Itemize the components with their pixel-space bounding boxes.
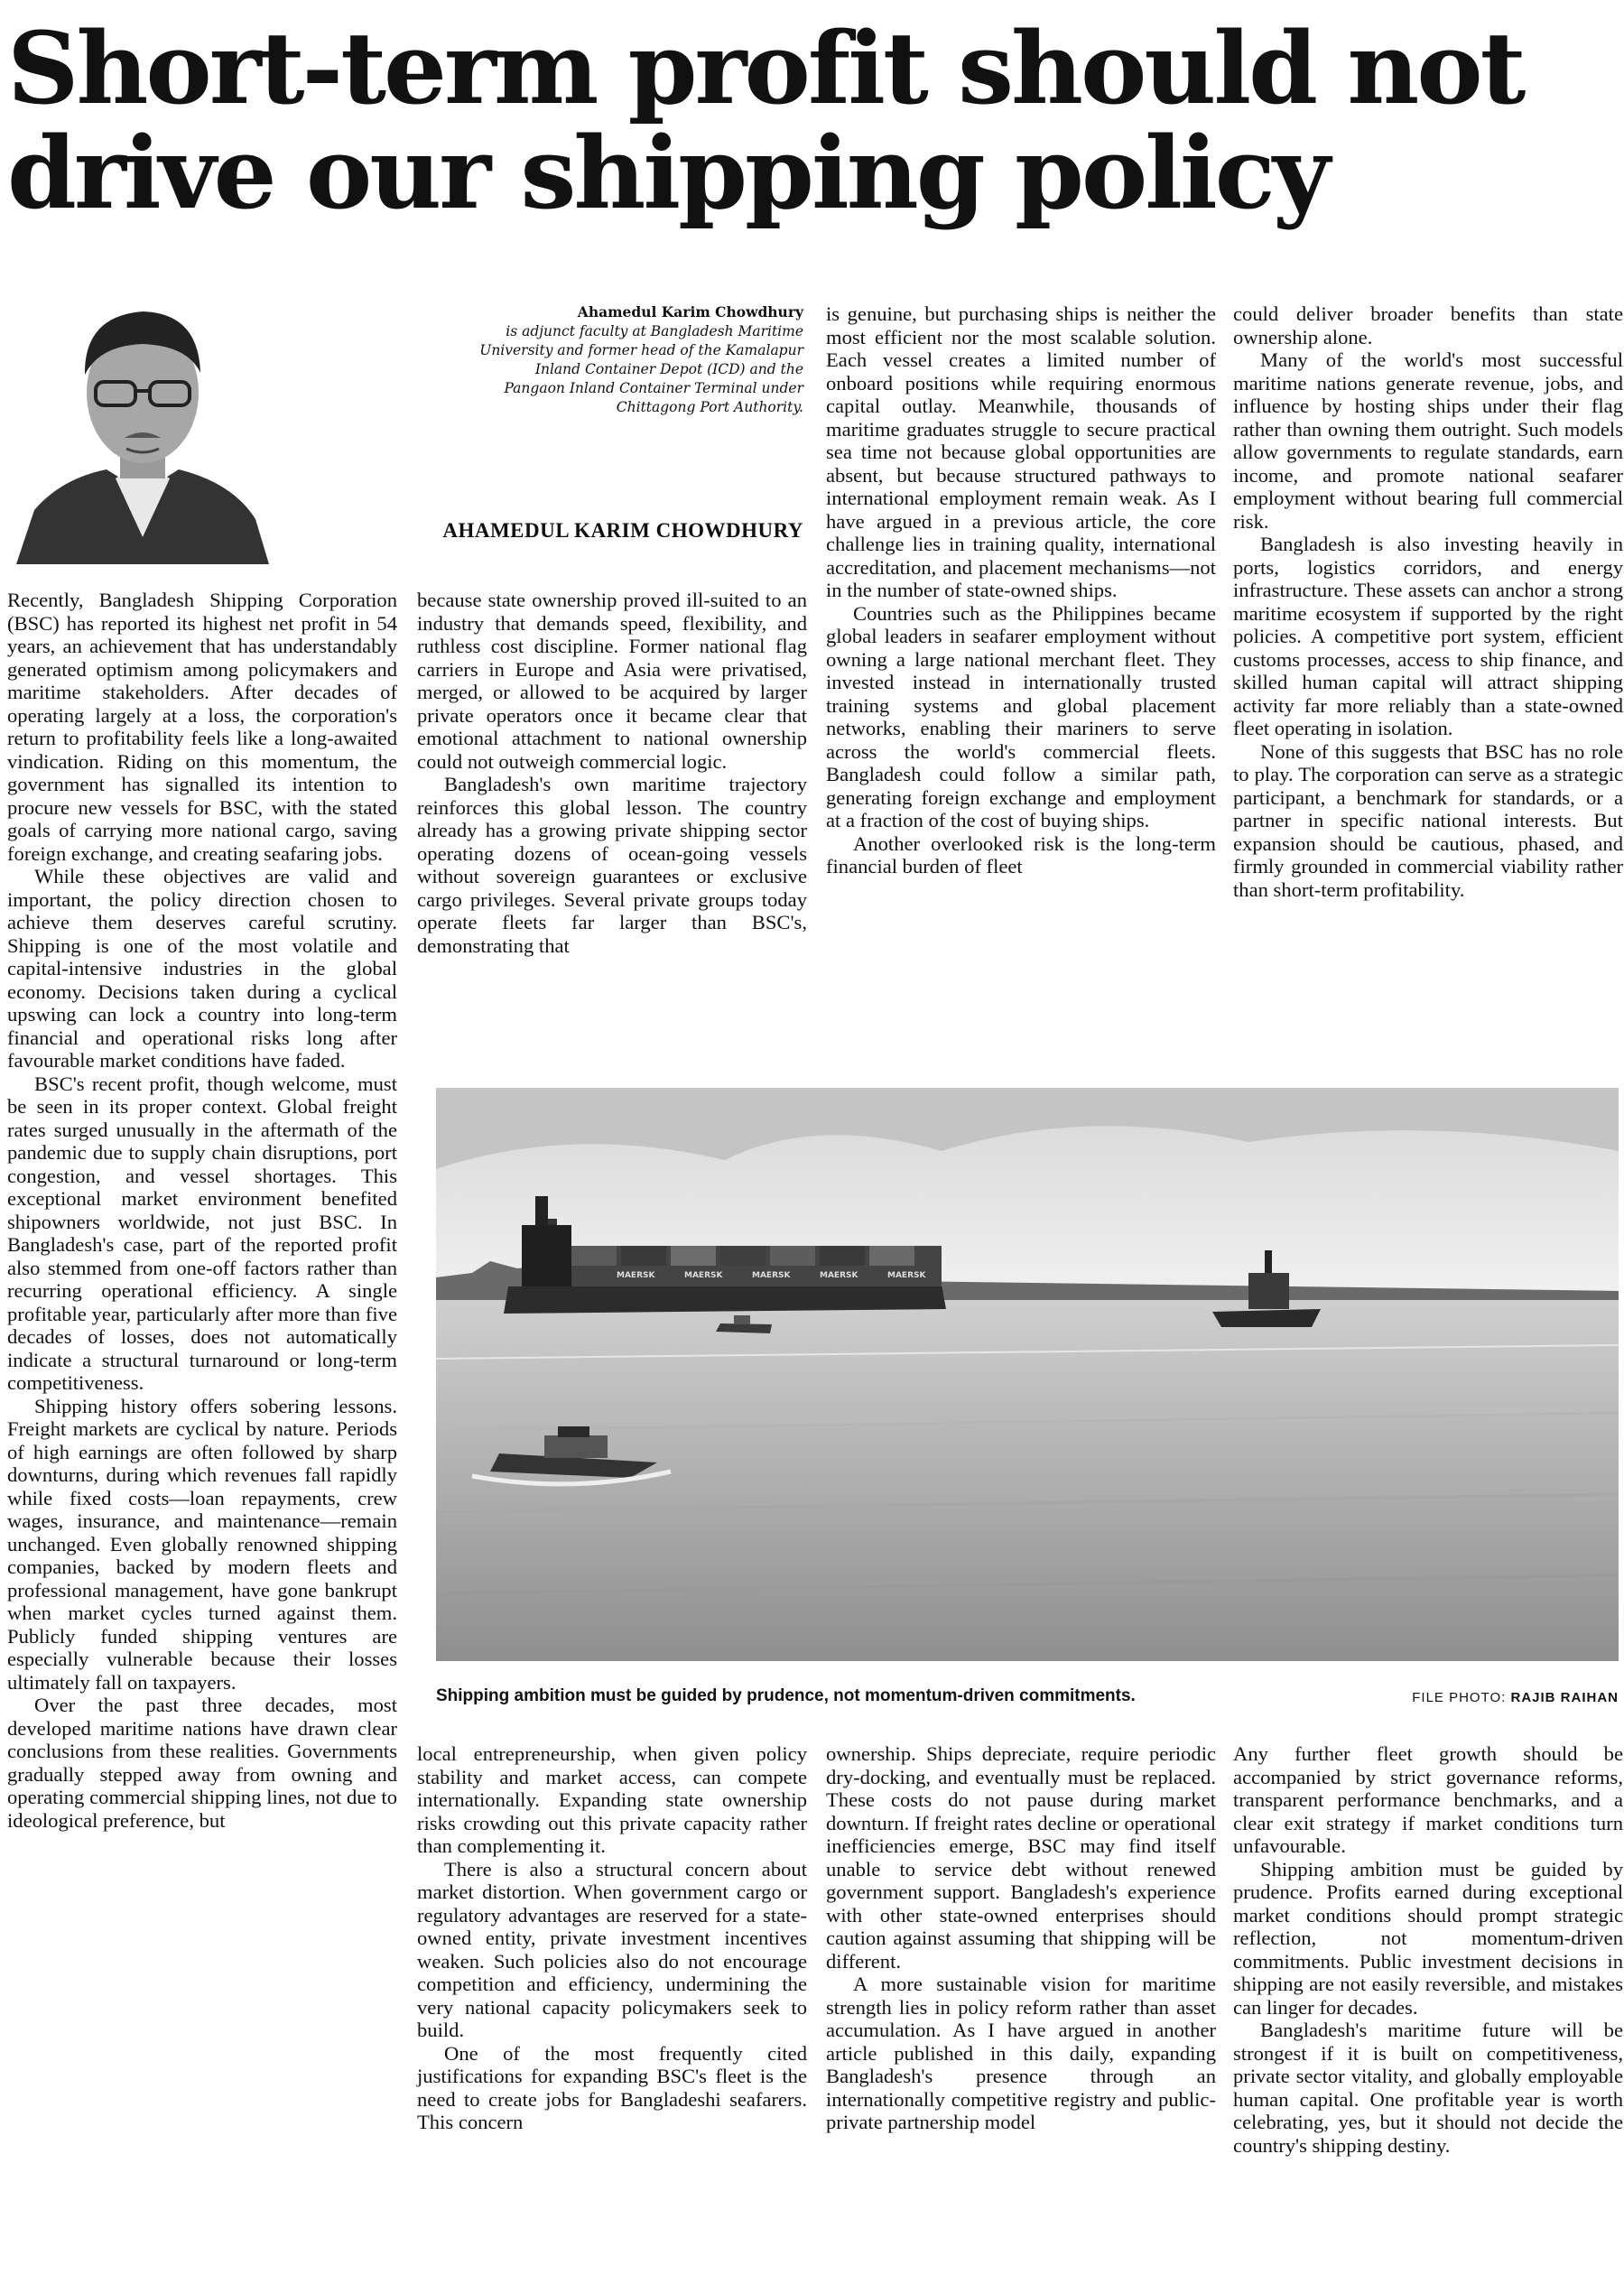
byline: AHAMEDUL KARIM CHOWDHURY <box>442 519 803 542</box>
article-column-4-bottom <box>1233 1742 1623 2157</box>
author-name: Ahamedul Karim Chowdhury <box>577 303 803 320</box>
photo-credit <box>1412 1690 1619 1705</box>
article-column-2-top <box>417 589 807 957</box>
paragraph: local entrepreneurship, when given policy stability and market access, can compete internationally. Expanding state ownership risks crowding out this private capacity rather than complementing it. <box>417 1742 807 1857</box>
paragraph: Another overlooked risk is the long-term financial burden of fleet <box>826 831 1216 878</box>
author-portrait <box>7 275 278 564</box>
author-bio-line: University and former head of the Kamalapur <box>479 342 803 358</box>
headline-line-2: drive our shipping policy <box>7 115 1328 231</box>
paragraph: Recently, Bangladesh Shipping Corporation (BSC) has reported its highest net profit in 54 years, an achievement that has understandably generated optimism among policymakers and maritime stakeholders. After decades of operating largely at a loss, the corporation's return to profitability feels like a long-awaited vindication. Riding on this momentum, the government has signalled its intention to procure new vessels for BSC, with the stated goals of carrying more national cargo, saving foreign exchange, and creating seafaring jobs. <box>7 589 397 865</box>
paragraph: is genuine, but purchasing ships is neither the most efficient nor the most scalable solution. Each vessel creates a limited number of onboard positions while requiring enormous capital outlay. Meanwhile, thousands of maritime graduates struggle to secure practical sea time not because global opportunities are absent, but because structured pathways to international employment remain weak. As I have argued in a previous article, the core challenge lies in training quality, international accreditation, and placement mechanisms—not in the number of state-owned ships. <box>826 302 1216 601</box>
caption-text: Shipping ambition must be guided by prudence, not momentum-driven commitments. <box>436 1686 1136 1705</box>
paragraph: Any further fleet growth should be accompanied by strict governance reforms, transparent performance benchmarks, and a clear exit strategy if market conditions turn unfavourable. <box>1233 1742 1623 1857</box>
ship-marking: MAERSK <box>887 1271 926 1280</box>
paragraph: because state ownership proved ill-suited to an industry that demands speed, flexibility, and ruthless cost discipline. Former national flag carriers in Europe and Asia were privatised, merged, or allowed to be acquired by larger private operators once it became clear that emotional attachment to national ownership could not outweigh commercial logic. <box>417 589 807 773</box>
paragraph: While these objectives are valid and important, the policy direction chosen to achieve them deserves careful scrutiny. Shipping is one of the most volatile and capital-intensive industries in the global economy. Decisions taken during a cyclical upswing can lock a country into long-term financial and operational risks long after favourable market conditions have faded. <box>7 865 397 1072</box>
article-column-3-top <box>826 302 1216 878</box>
paragraph: Countries such as the Philippines became global leaders in seafarer employment without owning a large national merchant fleet. They invested instead in internationally trusted training systems and global placement networks, enabling their mariners to serve across the world's commercial fleets. Bangladesh could follow a similar path, generating foreign exchange and employment at a fraction of the cost of buying ships. <box>826 601 1216 831</box>
paragraph: Bangladesh is also investing heavily in ports, logistics corridors, and energy infrastructure. These assets can anchor a strong maritime ecosystem if supported by the right policies. A competitive port system, efficient customs processes, access to ship finance, and skilled human capital will attract shipping activity far more reliably than a state-owned fleet operating in isolation. <box>1233 533 1623 739</box>
credit-name: RAJIB RAIHAN <box>1510 1690 1619 1705</box>
paragraph: None of this suggests that BSC has no role to play. The corporation can serve as a strategic participant, a benchmark for standards, or a partner in specific national interests. But expansion should be cautious, phased, and firmly grounded in commercial viability rather than short-term profitability. <box>1233 739 1623 901</box>
article-column-4-top <box>1233 302 1623 901</box>
paragraph: One of the most frequently cited justifications for expanding BSC's fleet is the need to create jobs for Bangladeshi seafarers. This concern <box>417 2041 807 2133</box>
paragraph: could deliver broader benefits than state ownership alone. <box>1233 302 1623 348</box>
paragraph: There is also a structural concern about market distortion. When government cargo or regulatory advantages are reserved for a state-owned entity, private investment incentives weaken. Such policies also do not encourage competition and efficiency, undermining the very national capacity policymakers seek to build. <box>417 1857 807 2041</box>
article-column-3-bottom <box>826 1742 1216 2134</box>
article-photo <box>436 1088 1619 1661</box>
author-bio-line: Pangaon Inland Container Terminal under <box>504 380 803 396</box>
paragraph: Bangladesh's own maritime trajectory reinforces this global lesson. The country already has a growing private shipping sector operating dozens of ocean-going vessels without sovereign guarantees or exclusive cargo privileges. Several private groups today operate fleets far larger than BSC's, demonstrating that <box>417 773 807 957</box>
author-bio-line: is adjunct faculty at Bangladesh Maritime <box>506 323 803 339</box>
ship-marking: MAERSK <box>820 1271 858 1280</box>
photo-caption <box>436 1686 1619 1706</box>
article-column-2-bottom <box>417 1742 807 2134</box>
paragraph: A more sustainable vision for maritime strength lies in policy reform rather than asset accumulation. As I have argued in another article published in this daily, expanding Bangladesh's presence through an internationally competitive registry and public-private partnership model <box>826 1973 1216 2133</box>
credit-label: FILE PHOTO: <box>1412 1690 1507 1705</box>
paragraph: Shipping ambition must be guided by prudence. Profits earned during exceptional market conditions should prompt strategic reflection, not momentum-driven commitments. Public investment decisions in shipping are not easily reversible, and mistakes can linger for decades. <box>1233 1857 1623 2019</box>
paragraph: Bangladesh's maritime future will be strongest if it is built on competitiveness, private sector vitality, and globally employable human capital. One profitable year is worth celebrating, yes, but it should not decide the country's shipping destiny. <box>1233 2019 1623 2157</box>
paragraph: BSC's recent profit, though welcome, must be seen in its proper context. Global freight rates surged unusually in the aftermath of the pandemic due to supply chain disruptions, port congestion, and vessel shortages. This exceptional market environment benefited shipowners worldwide, not just BSC. In Bangladesh's case, part of the reported profit also stemmed from one-off factors rather than recurring operational efficiency. A single profitable year, particularly after more than five decades of losses, does not automatically indicate a structural turnaround or long-term competitiveness. <box>7 1072 397 1394</box>
paragraph: Over the past three decades, most developed maritime nations have drawn clear conclusions from these realities. Governments gradually stepped away from owning and operating commercial shipping lines, not due to ideological preference, but <box>7 1694 397 1832</box>
author-bio-line: Chittagong Port Authority. <box>616 399 803 415</box>
paragraph: ownership. Ships depreciate, require periodic dry-docking, and eventually must be replaced. These costs do not pause during market downturn. If freight rates decline or operational inefficiencies emerge, BSC may find itself unable to service debt without renewed government support. Bangladesh's experience with other state-owned enterprises should caution against assuming that shipping will be different. <box>826 1742 1216 1973</box>
ship-marking: MAERSK <box>684 1271 723 1280</box>
paragraph: Shipping history offers sobering lessons. Freight markets are cyclical by nature. Periods of high earnings are often followed by sharp downturns, during which revenues fall rapidly while fixed costs—loan repayments, crew wages, insurance, and maintenance—remain unchanged. Even globally renowned shipping companies, backed by modern fleets and professional management, have gone bankrupt when market cycles turned against them. Publicly funded shipping ventures are especially vulnerable because their losses ultimately fall on taxpayers. <box>7 1394 397 1694</box>
headline <box>7 10 1623 231</box>
ship-marking: MAERSK <box>752 1271 791 1280</box>
author-bio-line: Inland Container Depot (ICD) and the <box>534 361 803 377</box>
paragraph: Many of the world's most successful maritime nations generate revenue, jobs, and influence by hosting ships under their flag rather than owning them outright. Such models allow governments to regulate standards, earn income, and promote national seafarer employment without bearing full commercial risk. <box>1233 348 1623 533</box>
author-bio <box>388 302 803 417</box>
headline-line-1: Short-term profit should not <box>7 10 1524 126</box>
article-column-1 <box>7 589 397 1832</box>
ship-marking: MAERSK <box>617 1271 655 1280</box>
